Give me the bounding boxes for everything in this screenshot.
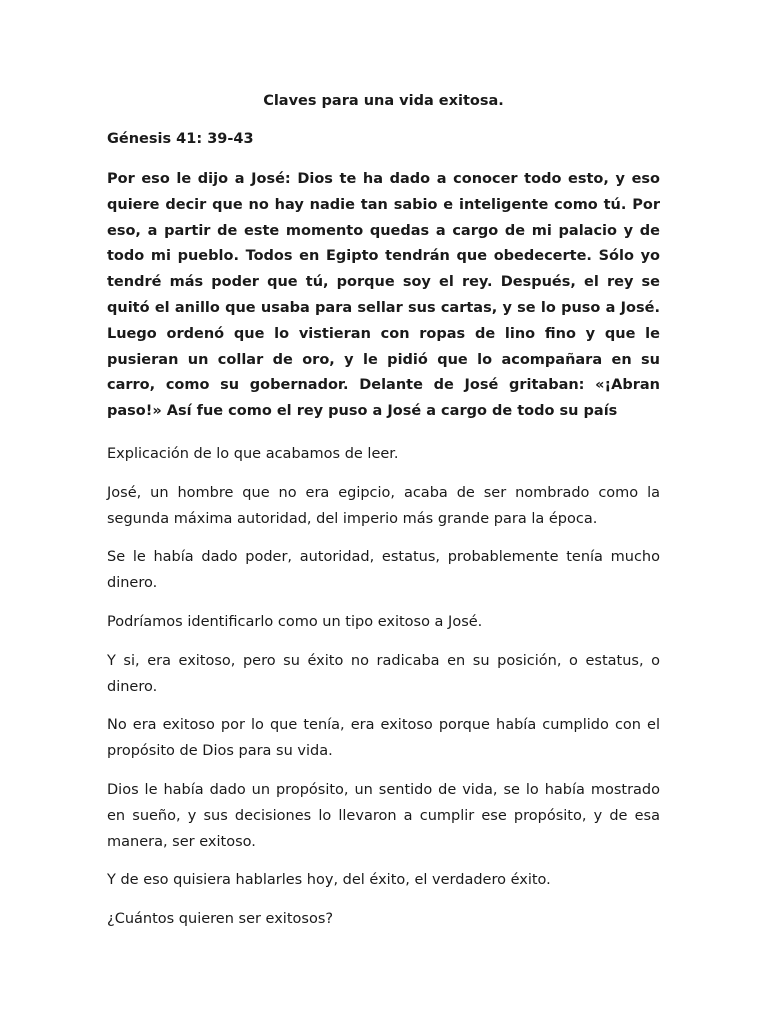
paragraph: No era exitoso por lo que tenía, era exitoso porque había cumplido con el propósito de Dios para su vida. — [107, 717, 660, 760]
paragraph: Y de eso quisiera hablarles hoy, del éxito, el verdadero éxito. — [107, 872, 551, 889]
paragraph: Dios le había dado un propósito, un sentido de vida, se lo había mostrado en sueño, y sus decisiones lo llevaron a cumplir ese propósito, y de esa manera, ser exitoso. — [107, 781, 660, 850]
document-page — [107, 0, 660, 933]
paragraph-question: ¿Cuántos quieren ser exitosos? — [107, 911, 334, 928]
paragraph: Podríamos identificarlo como un tipo exitoso a José. — [107, 613, 483, 630]
paragraph: Se le había dado poder, autoridad, estatus, probablemente tenía mucho dinero. — [107, 549, 660, 592]
scripture-reference: Génesis 41: 39-43 — [107, 131, 254, 147]
paragraph-explanation-intro: Explicación de lo que acabamos de leer. — [107, 445, 399, 462]
paragraph: Y si, era exitoso, pero su éxito no radicaba en su posición, o estatus, o dinero. — [107, 652, 660, 695]
document-title: Claves para una vida exitosa. — [263, 93, 504, 109]
scripture-passage: Por eso le dijo a José: Dios te ha dado a conocer todo esto, y eso quiere decir que no hay nadie tan sabio e inteligente como tú. Por eso, a partir de este momento quedas a cargo de mi palacio y de todo mi pueblo. Todos en Egipto tendrán que obedecerte. Sólo yo tendré más poder que tú, porque soy el rey. Después, el rey se quitó el anillo que usaba para sellar sus cartas, y se lo puso a José. Luego ordenó que lo vistieran con ropas de lino fino y que le pusieran un collar de oro, y le pidió que lo acompañara en su carro, como su gobernador. Delante de José gritaban: «¡Abran paso!» Así fue como el rey puso a José a cargo de todo su país — [107, 171, 660, 420]
paragraph: José, un hombre que no era egipcio, acaba de ser nombrado como la segunda máxima autoridad, del imperio más grande para la época. — [107, 484, 660, 527]
